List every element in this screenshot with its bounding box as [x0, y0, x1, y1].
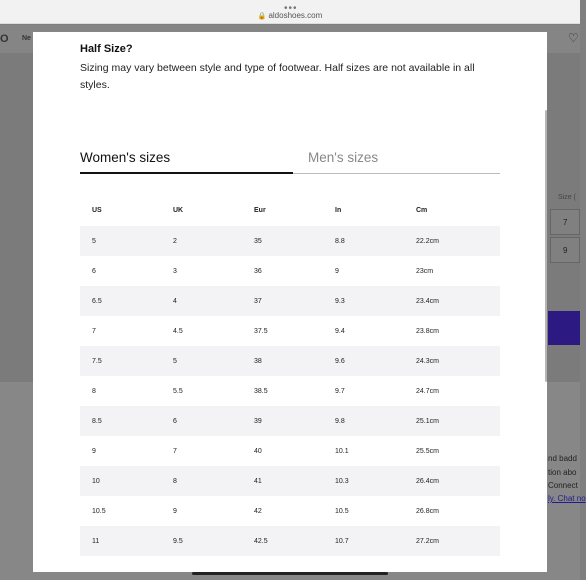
- browser-toolbar: [0, 0, 580, 24]
- table-cell: 37.5: [254, 327, 268, 335]
- table-cell: 23.8cm: [416, 327, 439, 335]
- table-cell: 9: [92, 447, 96, 455]
- table-cell: 36: [254, 267, 262, 275]
- table-cell: 37: [242, 286, 323, 316]
- table-row: [80, 316, 500, 346]
- table-cell: 3: [173, 267, 177, 275]
- column-header-us: US: [92, 206, 102, 214]
- table-cell: 9: [173, 507, 177, 515]
- table-cell: 22.2cm: [404, 226, 500, 256]
- table-cell: 9.8: [323, 406, 404, 436]
- table-cell: 42: [254, 507, 262, 515]
- table-row: [80, 226, 500, 256]
- table-cell: 23.4cm: [404, 286, 500, 316]
- table-cell: 41: [242, 466, 323, 496]
- brand-logo: O: [0, 33, 9, 45]
- lock-icon: 🔒: [257, 13, 267, 20]
- table-header-row: [80, 194, 500, 226]
- table-row: [80, 526, 500, 556]
- table-cell: 6: [161, 406, 242, 436]
- table-cell: 5: [80, 226, 161, 256]
- heart-icon: ♡: [568, 31, 579, 45]
- size-option: 9: [550, 237, 580, 263]
- table-cell: 4: [161, 286, 242, 316]
- tab-mens-sizes[interactable]: Men's sizes: [308, 150, 379, 165]
- half-size-title: Half Size?: [80, 43, 133, 55]
- table-cell: 4.5: [173, 327, 183, 335]
- address-bar[interactable]: [0, 11, 580, 20]
- table-cell: 11: [80, 526, 161, 556]
- size-label: Size (: [558, 194, 576, 201]
- table-cell: 26.8cm: [416, 507, 439, 515]
- column-header-in: In: [335, 206, 342, 214]
- background-text: Connect: [548, 481, 578, 490]
- table-cell: 10.5: [92, 507, 106, 515]
- more-dots-icon[interactable]: •••: [284, 3, 298, 14]
- table-row: [80, 376, 500, 406]
- column-header-eur: Eur: [254, 206, 266, 214]
- chat-now-link: ly. Chat no: [548, 494, 586, 503]
- table-cell: 10: [80, 466, 161, 496]
- size-tabs: [80, 150, 500, 174]
- table-cell: 35: [242, 226, 323, 256]
- table-cell: 9.7: [335, 387, 345, 395]
- table-row: [80, 256, 500, 286]
- table-cell: 9.4: [335, 327, 345, 335]
- column-header-cm: Cm: [416, 206, 428, 214]
- nav-item: Ne: [22, 35, 31, 42]
- url-text: aldoshoes.com: [268, 11, 323, 20]
- modal-scrollbar[interactable]: [545, 110, 547, 382]
- table-cell: 5: [161, 346, 242, 376]
- background-text: nd badd: [548, 454, 577, 463]
- column-header-uk: UK: [173, 206, 184, 214]
- table-cell: 8.8: [323, 226, 404, 256]
- table-cell: 23cm: [416, 267, 434, 275]
- table-cell: 5.5: [173, 387, 183, 395]
- table-cell: 39: [242, 406, 323, 436]
- table-row: [80, 406, 500, 436]
- table-cell: 27.2cm: [404, 526, 500, 556]
- table-cell: 6: [92, 267, 96, 275]
- size-conversion-table: [80, 194, 500, 556]
- add-to-bag-button: [548, 311, 580, 345]
- table-cell: 9.5: [161, 526, 242, 556]
- table-cell: 42.5: [242, 526, 323, 556]
- table-row: [80, 286, 500, 316]
- table-cell: 9.6: [323, 346, 404, 376]
- size-option: 7: [550, 209, 580, 235]
- table-cell: 25.5cm: [416, 447, 439, 455]
- table-cell: 10.3: [323, 466, 404, 496]
- table-cell: 8: [92, 387, 96, 395]
- home-indicator[interactable]: [192, 572, 388, 575]
- table-cell: 9.3: [323, 286, 404, 316]
- table-cell: 2: [161, 226, 242, 256]
- table-cell: 8: [161, 466, 242, 496]
- table-cell: 10.5: [335, 507, 349, 515]
- table-cell: 25.1cm: [404, 406, 500, 436]
- table-cell: 7.5: [80, 346, 161, 376]
- table-cell: 24.3cm: [404, 346, 500, 376]
- table-cell: 8.5: [80, 406, 161, 436]
- table-cell: 9: [335, 267, 339, 275]
- table-cell: 38.5: [254, 387, 268, 395]
- table-row: [80, 496, 500, 526]
- table-cell: 10.1: [335, 447, 349, 455]
- table-row: [80, 466, 500, 496]
- table-row: [80, 436, 500, 466]
- tab-womens-sizes[interactable]: Women's sizes: [80, 150, 293, 174]
- table-row: [80, 346, 500, 376]
- table-cell: 6.5: [80, 286, 161, 316]
- table-cell: 40: [254, 447, 262, 455]
- table-cell: 26.4cm: [404, 466, 500, 496]
- size-chart-modal: [33, 32, 547, 572]
- table-cell: 7: [92, 327, 96, 335]
- background-text: tion abo: [548, 468, 577, 477]
- table-cell: 10.7: [323, 526, 404, 556]
- half-size-description: Sizing may vary between style and type of footwear. Half sizes are not available in all styles.: [80, 62, 475, 91]
- table-cell: 38: [242, 346, 323, 376]
- table-cell: 7: [173, 447, 177, 455]
- table-cell: 24.7cm: [416, 387, 439, 395]
